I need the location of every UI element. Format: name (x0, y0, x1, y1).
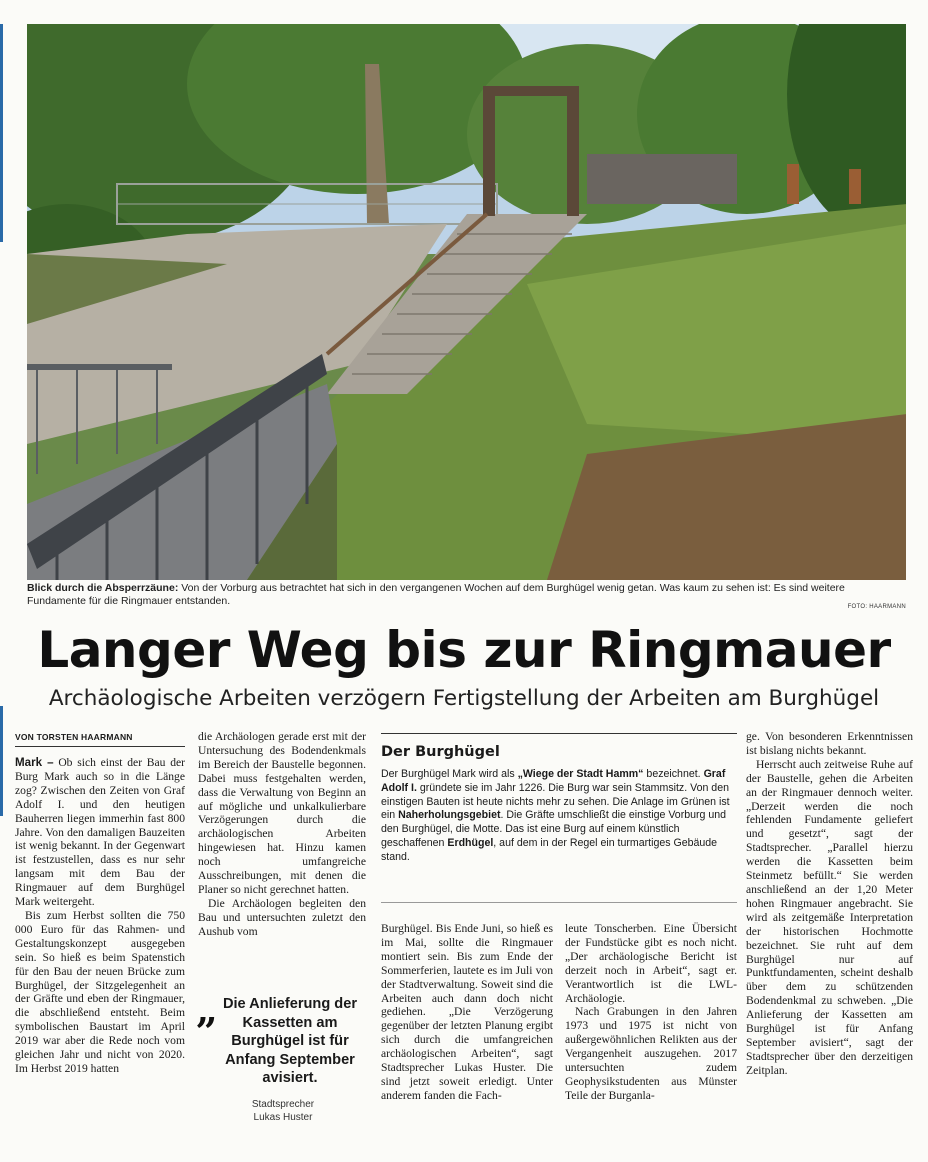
subheadline: Archäologische Arbeiten verzögern Fertigstellung der Arbeiten am Burghügel (48, 686, 880, 711)
info-box-title: Der Burghügel (381, 744, 500, 760)
info-bold: Graf Adolf I. (381, 768, 726, 794)
quote-author (198, 1098, 368, 1124)
column-4 (565, 922, 737, 1103)
info-box-body (381, 768, 737, 865)
info-bold: Naherholungsgebiet (398, 809, 501, 822)
info-text: bezeichnet. (643, 768, 704, 780)
headline: Langer Weg bis zur Ringmauer (37, 621, 891, 679)
column-1 (15, 756, 185, 1076)
quote-mark-icon: „ (196, 987, 218, 1032)
quote-text: Die Anlieferung der Kassetten am Burghügel ist für Anfang September avisiert. (222, 996, 358, 1087)
page-edge-bar (0, 706, 3, 816)
byline: VON TORSTEN HAARMANN (15, 732, 185, 747)
page-edge-bar (0, 24, 3, 242)
article-photo (27, 24, 906, 580)
column-5 (746, 730, 913, 1078)
paragraph: die Archäologen gerade erst mit der Untersuchung des Bodendenkmals im Bereich der Baustelle begonnen. Dabei muss festgehalten werden, dass die Verwaltung von Beginn an auf mögliche und unkalkulierbare Verzögerungen durch die archäologischen Arbeiten hingewiesen hat. Hinzu kamen noch umfangreiche Ausschreibungen, mit denen die Planer so nicht gerechnet hatten. (198, 730, 366, 896)
photo-credit: FOTO: HAARMANN (847, 604, 906, 610)
quote-author-name: Lukas Huster (253, 1111, 313, 1123)
quote-author-role: Stadtsprecher (251, 1098, 315, 1110)
info-box (381, 733, 737, 865)
paragraph: ge. Von besonderen Erkenntnissen ist bislang nichts bekannt. (746, 730, 913, 757)
photo-caption (27, 582, 906, 608)
paragraph-text: Ob sich einst der Bau der Burg Mark auch so in die Länge zog? Zwischen den Zeiten von Graf Adolf I. und den heutigen Bauherren liegen immerhin fast 800 Jahre. Von den damaligen Bauzeiten ist wenig bekannt. In der Gegenwart ist festzustellen, dass es nur sehr langsam mit dem Bau der Ringmauer auf dem Burghügel Mark weitergeht. (15, 756, 185, 909)
paragraph: Burghügel. Bis Ende Juni, so hieß es im Mai, sollte die Ringmauer montiert sein. Bis zum Ende der Sommerferien, lautete es im Juli von der Stadtverwaltung. Soweit sind die Arbeiten auch dann doch nicht gediehen. „Die Verzögerung gegenüber der letzten Planung ergibt sich durch die umfangreichen archäologischen Arbeiten“, sagt Stadtsprecher Lukas Huster. Die sind jetzt soweit erledigt. Unter anderem fanden die Fach- (381, 922, 553, 1102)
paragraph: leute Tonscherben. Eine Übersicht der Fundstücke gibt es noch nicht. „Der archäologische Bericht ist derzeit noch in Arbeit“, sagt er. Verantwortlich ist die LWL-Archäologie. (565, 922, 737, 1005)
info-text: Der Burghügel Mark wird als (381, 768, 518, 780)
info-box-divider (381, 902, 737, 903)
column-3 (381, 922, 553, 1103)
paragraph: Herrscht auch zeitweise Ruhe auf der Baustelle, gehen die Arbeiten an der Ringmauer dennoch weiter. „Derzeit werden die noch fehlenden Fundamente geliefert und gesetzt“, sagt der Stadtsprecher. „Parallel hierzu werden die Kassetten beim Steinmetz befüllt.“ Sie werden anschließend an der 1,20 Meter hohen Ringmauer angebracht. Sie wird als zeitgemäße Interpretation der historischen Hochmotte bezeichnet. Sie ruht auf dem Burghügel nur auf Punktfundamenten, scheint deshalb über dem zu schützenden Bodendenkmal zu schweben. „Die Anlieferung der Kassetten am Burghügel ist für Anfang September avisiert“, sagt der Stadtsprecher über den derzeitigen Zeitplan. (746, 757, 913, 1077)
info-text: gründete sie im Jahr 1226. Die Burg war sein Stammsitz. Von den einstigen Bauten ist heute nichts mehr zu sehen. Die Anlage im Grünen ist ein (381, 781, 730, 822)
paragraph: Bis zum Herbst sollten die 750 000 Euro für das Rahmen- und Gestaltungskonzept ausgegeben sein. So hieß es beim Spatenstich für den Bau der neuen Brücke zum Burghügel, der Sitzgelegenheit an der Gräfte und eben der Ringmauer, die abschließend entsteht. Beim symbolischen Baustart im April 2019 war aber die Rede noch vom gleichen Jahr und nicht von 2020. Im Herbst 2019 hatten (15, 908, 185, 1075)
column-2 (198, 730, 366, 939)
paragraph (15, 756, 185, 909)
caption-text: Von der Vorburg aus betrachtet hat sich in den vergangenen Wochen auf dem Burghügel wenig getan. Was kaum zu sehen ist: Es sind weitere Fundamente für die Ringmauer entstanden. (27, 582, 845, 607)
info-bold: Erdhügel (447, 836, 494, 849)
paragraph: Die Archäologen begleiten den Bau und untersuchten zuletzt den Aushub vom (198, 896, 366, 938)
paragraph: Nach Grabungen in den Jahren 1973 und 1975 ist nicht von außergewöhnlichen Relikten aus der Vergangenheit auszugehen. 2017 untersuchten zudem Geophysikstudenten aus Münster Teile der Burganla- (565, 1005, 737, 1102)
info-bold: „Wiege der Stadt Hamm“ (517, 768, 644, 780)
pull-quote (196, 987, 368, 1124)
info-text: . Die Gräfte umschließt die einstige Vorburg und den Burghügel, die Motte. Das ist eine Burg auf einem künstlich geschaffenen (381, 809, 727, 849)
caption-lead: Blick durch die Absperrzäune: (27, 582, 179, 594)
info-text: , auf dem in der Regel ein turmartiges Gebäude stand. (381, 836, 718, 863)
dateline: Mark – (15, 756, 54, 769)
